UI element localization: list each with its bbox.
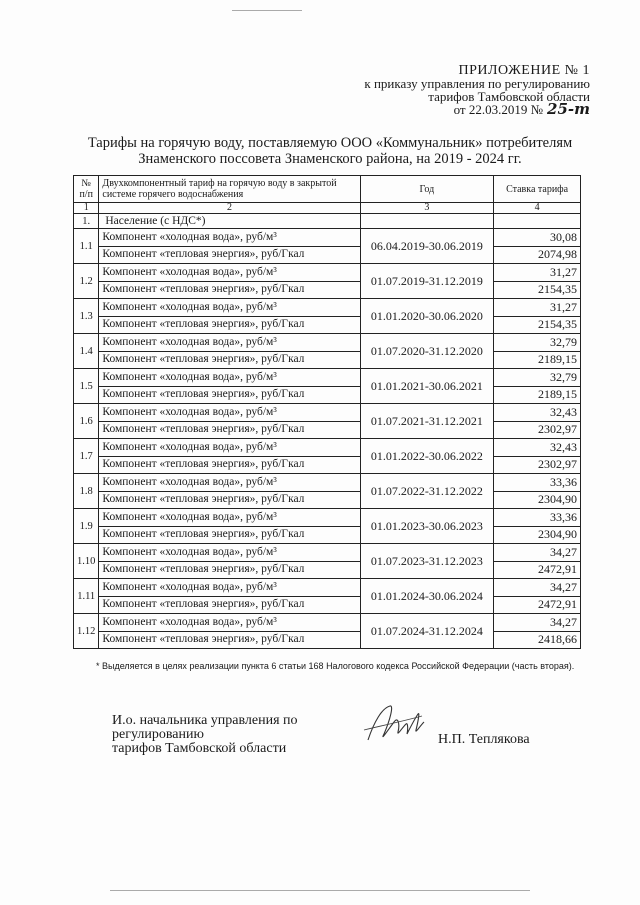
period: 01.01.2020-30.06.2020 (360, 299, 494, 334)
cold-water-rate: 30,08 (494, 229, 581, 247)
table-row (74, 264, 581, 282)
scan-artifact (232, 10, 302, 11)
heat-energy-rate: 2074,98 (494, 246, 581, 264)
heat-energy-rate: 2154,35 (494, 281, 581, 299)
cold-water-component: Компонент «холодная вода», руб/м³ (99, 474, 360, 492)
cold-water-component: Компонент «холодная вода», руб/м³ (99, 299, 360, 317)
period: 01.07.2021-31.12.2021 (360, 404, 494, 439)
cold-water-component: Компонент «холодная вода», руб/м³ (99, 369, 360, 387)
signer-position-line: тарифов Тамбовской области (112, 741, 287, 756)
table-row (74, 631, 581, 649)
table-row (74, 439, 581, 457)
table-row (74, 456, 581, 474)
table-row (74, 299, 581, 317)
cold-water-rate: 32,43 (494, 404, 581, 422)
table-row (74, 579, 581, 597)
appendix-header (330, 64, 590, 116)
signer-name: Н.П. Теплякова (438, 732, 530, 747)
empty-cell (494, 214, 581, 229)
appendix-line: тарифов Тамбовской области (428, 89, 590, 104)
cold-water-component: Компонент «холодная вода», руб/м³ (99, 544, 360, 562)
cold-water-rate: 33,36 (494, 509, 581, 527)
document-title (80, 135, 580, 167)
heat-energy-component: Компонент «тепловая энергия», руб/Гкал (99, 246, 360, 264)
row-number: 1.12 (74, 614, 99, 649)
table-row (74, 474, 581, 492)
heat-energy-component: Компонент «тепловая энергия», руб/Гкал (99, 491, 360, 509)
section-row (74, 214, 581, 229)
table-row (74, 316, 581, 334)
heat-energy-rate: 2302,97 (494, 421, 581, 439)
cold-water-rate: 31,27 (494, 264, 581, 282)
header-year: Год (360, 176, 494, 203)
heat-energy-rate: 2302,97 (494, 456, 581, 474)
cold-water-rate: 32,43 (494, 439, 581, 457)
footnote: * Выделяется в целях реализации пункта 6 статьи 168 Налогового кодекса Российской Федерации (часть вторая). (96, 661, 575, 671)
column-index: 1 (74, 203, 99, 214)
period: 01.01.2022-30.06.2022 (360, 439, 494, 474)
cold-water-component: Компонент «холодная вода», руб/м³ (99, 264, 360, 282)
period: 01.07.2019-31.12.2019 (360, 264, 494, 299)
title-line: Тарифы на горячую воду, поставляемую ООО «Коммунальник» потребителям (87, 135, 573, 151)
heat-energy-component: Компонент «тепловая энергия», руб/Гкал (99, 421, 360, 439)
row-number: 1.11 (74, 579, 99, 614)
row-number: 1.1 (74, 229, 99, 264)
row-number: 1.7 (74, 439, 99, 474)
row-number: 1.4 (74, 334, 99, 369)
column-index: 3 (360, 203, 494, 214)
column-index: 2 (99, 203, 360, 214)
row-number: 1.9 (74, 509, 99, 544)
row-number: 1.5 (74, 369, 99, 404)
period: 01.07.2023-31.12.2023 (360, 544, 494, 579)
appendix-title: ПРИЛОЖЕНИЕ № 1 (458, 63, 590, 78)
row-number: 1.10 (74, 544, 99, 579)
period: 01.01.2024-30.06.2024 (360, 579, 494, 614)
heat-energy-rate: 2304,90 (494, 526, 581, 544)
heat-energy-component: Компонент «тепловая энергия», руб/Гкал (99, 281, 360, 299)
cold-water-rate: 34,27 (494, 614, 581, 632)
signer-position-line: И.о. начальника управления по регулированию (112, 713, 298, 742)
table-row (74, 246, 581, 264)
heat-energy-component: Компонент «тепловая энергия», руб/Гкал (99, 596, 360, 614)
heat-energy-rate: 2189,15 (494, 386, 581, 404)
cold-water-rate: 33,36 (494, 474, 581, 492)
table-row (74, 404, 581, 422)
heat-energy-rate: 2154,35 (494, 316, 581, 334)
heat-energy-rate: 2418,66 (494, 631, 581, 649)
cold-water-rate: 32,79 (494, 369, 581, 387)
heat-energy-rate: 2472,91 (494, 596, 581, 614)
heat-energy-component: Компонент «тепловая энергия», руб/Гкал (99, 351, 360, 369)
heat-energy-rate: 2189,15 (494, 351, 581, 369)
table-row (74, 421, 581, 439)
row-number: 1.8 (74, 474, 99, 509)
appendix-line: к приказу управления по регулированию (364, 76, 590, 91)
row-number: 1.6 (74, 404, 99, 439)
section-label: Население (с НДС*) (99, 214, 360, 229)
cold-water-component: Компонент «холодная вода», руб/м³ (99, 509, 360, 527)
cold-water-component: Компонент «холодная вода», руб/м³ (99, 579, 360, 597)
cold-water-rate: 31,27 (494, 299, 581, 317)
period: 01.01.2023-30.06.2023 (360, 509, 494, 544)
cold-water-component: Компонент «холодная вода», руб/м³ (99, 614, 360, 632)
section-number: 1. (74, 214, 99, 229)
heat-energy-component: Компонент «тепловая энергия», руб/Гкал (99, 526, 360, 544)
scan-artifact (110, 890, 530, 891)
heat-energy-rate: 2304,90 (494, 491, 581, 509)
cold-water-component: Компонент «холодная вода», руб/м³ (99, 334, 360, 352)
heat-energy-component: Компонент «тепловая энергия», руб/Гкал (99, 316, 360, 334)
appendix-order-date (330, 100, 590, 118)
heat-energy-rate: 2472,91 (494, 561, 581, 579)
table-row (74, 561, 581, 579)
title-line: Знаменского поссовета Знаменского района, на 2019 - 2024 гг. (138, 151, 522, 167)
handwritten-signature (360, 700, 430, 748)
table-row (74, 509, 581, 527)
heat-energy-component: Компонент «тепловая энергия», руб/Гкал (99, 631, 360, 649)
period: 01.07.2020-31.12.2020 (360, 334, 494, 369)
table-row (74, 544, 581, 562)
table-row (74, 491, 581, 509)
table-row (74, 614, 581, 632)
table-row (74, 386, 581, 404)
period: 01.07.2022-31.12.2022 (360, 474, 494, 509)
cold-water-rate: 34,27 (494, 579, 581, 597)
empty-cell (360, 214, 494, 229)
heat-energy-component: Компонент «тепловая энергия», руб/Гкал (99, 456, 360, 474)
table-row (74, 229, 581, 247)
heat-energy-component: Компонент «тепловая энергия», руб/Гкал (99, 386, 360, 404)
period: 01.01.2021-30.06.2021 (360, 369, 494, 404)
cold-water-component: Компонент «холодная вода», руб/м³ (99, 229, 360, 247)
table-row (74, 351, 581, 369)
cold-water-component: Компонент «холодная вода», руб/м³ (99, 439, 360, 457)
header-rate: Ставка тарифа (494, 176, 581, 203)
table-row (74, 596, 581, 614)
column-index: 4 (494, 203, 581, 214)
signer-position (112, 714, 372, 756)
handwritten-order-number: 25-т (547, 100, 590, 118)
period: 01.07.2024-31.12.2024 (360, 614, 494, 649)
appendix-order-text: от 22.03.2019 № (453, 102, 544, 117)
column-index-row (74, 203, 581, 214)
header-description: Двухкомпонентный тариф на горячую воду в закрытой системе горячего водоснабжения (99, 176, 360, 203)
row-number: 1.3 (74, 299, 99, 334)
period: 06.04.2019-30.06.2019 (360, 229, 494, 264)
cold-water-rate: 34,27 (494, 544, 581, 562)
table-row (74, 526, 581, 544)
row-number: 1.2 (74, 264, 99, 299)
table-row (74, 369, 581, 387)
table-row (74, 334, 581, 352)
header-number: № п/п (74, 176, 99, 203)
tariff-table (73, 175, 581, 649)
cold-water-rate: 32,79 (494, 334, 581, 352)
cold-water-component: Компонент «холодная вода», руб/м³ (99, 404, 360, 422)
heat-energy-component: Компонент «тепловая энергия», руб/Гкал (99, 561, 360, 579)
table-row (74, 281, 581, 299)
